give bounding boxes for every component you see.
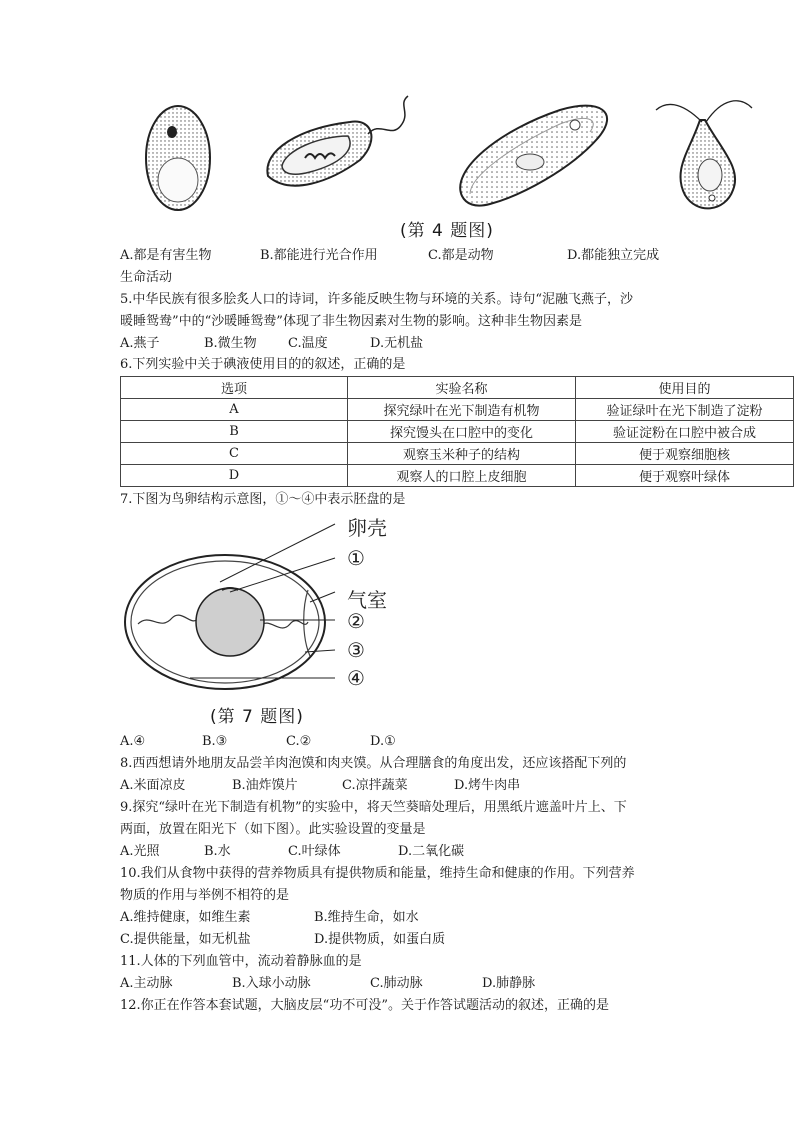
q4-figure-caption: (第 4 题图) [400,221,494,241]
table-header-cell: 选项 [121,377,348,399]
q4-figure [0,0,794,220]
q10-option-d: D.提供物质，如蛋白质 [314,932,446,947]
table-cell: 便于观察细胞核 [576,443,794,465]
q7-option-b: B.③ [202,734,228,749]
q9-stem-line1: 9.探究“绿叶在光下制造有机物”的实验中，将天竺葵暗处理后，用黑纸片遮盖叶片上、下 [120,800,627,815]
q5-option-a: A.燕子 [120,336,160,351]
q9-option-a: A.光照 [120,844,160,859]
q9-stem-line2: 两面，放置在阳光下（如下图）。此实验设置的变量是 [120,822,426,837]
table-cell: D [121,465,348,487]
table-header-cell: 使用目的 [576,377,794,399]
q11-option-d: D.肺静脉 [482,976,536,991]
label-2: ② [347,609,365,633]
q11-stem: 11.人体的下列血管中，流动着静脉血的是 [120,954,362,969]
table-cell: 观察人的口腔上皮细胞 [348,465,576,487]
q10-stem-line2: 物质的作用与举例不相符的是 [120,888,290,903]
label-air-chamber: 气室 [347,588,387,612]
table-row [121,465,794,487]
table-cell: B [121,421,348,443]
q9-option-c: C.叶绿体 [288,844,341,859]
label-4: ④ [347,666,365,690]
q6-stem: 6.下列实验中关于碘液使用目的的叙述，正确的是 [120,357,406,372]
q12-stem: 12.你正在作答本套试题，大脑皮层“功不可没”。关于作答试题活动的叙述，正确的是 [120,998,609,1013]
q7-option-d: D.① [370,734,396,749]
q5-stem-line2: 暖睡鸳鸯”中的“沙暖睡鸳鸯”体现了非生物因素对生物的影响。这种非生物因素是 [120,314,582,329]
table-header-cell: 实验名称 [348,377,576,399]
q4-option-d-wrap: 生命活动 [120,270,173,285]
q11-option-c: C.肺动脉 [370,976,423,991]
q10-stem-line1: 10.我们从食物中获得的营养物质具有提供物质和能量，维持生命和健康的作用。下列营养 [120,866,635,881]
q8-option-a: A.米面凉皮 [120,778,186,793]
table-cell: 探究绿叶在光下制造有机物 [348,399,576,421]
table-cell: 便于观察叶绿体 [576,465,794,487]
table-header-row [121,377,794,399]
chlamydomonas-drawing [656,101,752,209]
table-row [121,443,794,465]
q8-option-c: C.凉拌蔬菜 [342,778,408,793]
table-cell: 观察玉米种子的结构 [348,443,576,465]
q4-option-d: D.都能独立完成 [567,248,660,263]
label-shell: 卵壳 [347,516,387,540]
q4-option-a: A.都是有害生物 [120,248,212,263]
bird-egg-diagram [120,512,380,712]
bacterium-drawing [267,96,408,186]
q8-option-b: B.油炸馍片 [232,778,298,793]
q7-option-a: A.④ [120,734,146,749]
q10-option-c: C.提供能量，如无机盐 [120,932,251,947]
yeast-cell-drawing [146,106,210,210]
q4-option-b: B.都能进行光合作用 [260,248,378,263]
q9-option-d: D.二氧化碳 [398,844,465,859]
table-cell: A [121,399,348,421]
q11-option-b: B.入球小动脉 [232,976,311,991]
q7-option-c: C.② [286,734,312,749]
q5-stem-line1: 5.中华民族有很多脍炙人口的诗词，许多能反映生物与环境的关系。诗句“泥融飞燕子，沙 [120,292,634,307]
label-1: ① [347,546,365,570]
table-cell: 验证淀粉在口腔中被合成 [576,421,794,443]
q11-option-a: A.主动脉 [120,976,173,991]
q4-option-c: C.都是动物 [428,248,494,263]
q7-figure-caption: (第 7 题图) [210,707,304,727]
q10-option-b: B.维持生命，如水 [314,910,419,925]
q9-option-b: B.水 [204,844,231,859]
q5-option-d: D.无机盐 [370,336,424,351]
q5-option-c: C.温度 [288,336,328,351]
q8-option-d: D.烤牛肉串 [454,778,521,793]
table-cell: C [121,443,348,465]
q10-option-a: A.维持健康，如维生素 [120,910,251,925]
table-row [121,399,794,421]
table-row [121,421,794,443]
table-cell: 探究馒头在口腔中的变化 [348,421,576,443]
q6-table [120,376,794,487]
table-cell: 验证绿叶在光下制造了淀粉 [576,399,794,421]
label-3: ③ [347,638,365,662]
q7-stem: 7.下图为鸟卵结构示意图，①～④中表示胚盘的是 [120,492,406,507]
q8-stem: 8.西西想请外地朋友品尝羊肉泡馍和肉夹馍。从合理膳食的角度出发，还应该搭配下列的 [120,756,627,771]
q5-option-b: B.微生物 [204,336,257,351]
paramecium-drawing [460,106,607,206]
